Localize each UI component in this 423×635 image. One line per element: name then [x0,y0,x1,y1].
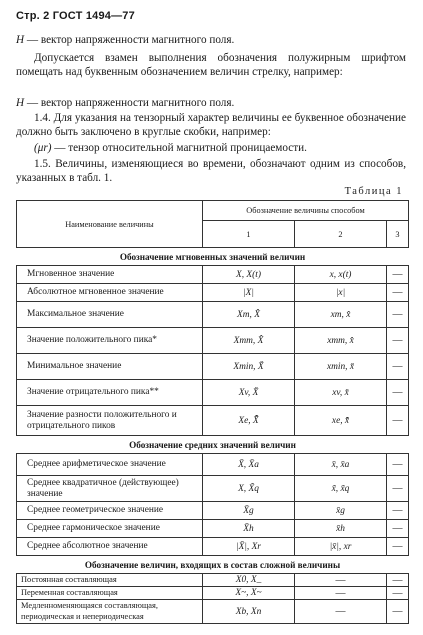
table-row [17,574,409,587]
table-row [17,380,409,406]
table-row [17,502,409,520]
paragraph-1-4: 1.4. Для указания на тензорный характер величины ее буквенное обозначение должно быть заключено в круглые скобки, например: [16,112,406,138]
row-method-1: X~, X~ [203,587,295,600]
header-method-1: 1 [203,221,295,248]
row-name: Среднее квадратичное (действующее) значение [17,476,203,502]
row-method-3: — [387,476,409,502]
row-name: Значение разности положительного и отрицательного пиков [17,406,203,436]
row-method-1: X̄, X̄a [203,454,295,476]
row-method-3: — [387,574,409,587]
row-method-1: X0, X_ [203,574,295,587]
definition-line-1 [16,33,406,47]
table-header-row [17,201,409,221]
section-row [17,556,409,574]
section-title: Обозначение величин, входящих в состав сложной величины [17,556,409,574]
row-method-3: — [387,380,409,406]
row-name: Переменная составляющая [17,587,203,600]
row-method-1: Xb, Xn [203,600,295,624]
row-method-3: — [387,284,409,302]
row-method-3: — [387,502,409,520]
table-row [17,302,409,328]
paragraph-allowed: Допускается взамен выполнения обозначения полужирным шрифтом помещать над буквенным обозначением величин стрелку, например: [16,52,406,78]
row-method-1: X̄h [203,520,295,538]
row-method-3: — [387,520,409,538]
table-row [17,454,409,476]
row-method-2: xmm, x̂ [295,328,387,354]
row-name: Среднее гармоническое значение [17,520,203,538]
section-title: Обозначение средних значений величин [17,436,409,454]
row-method-2: x̄, x̄a [295,454,387,476]
quantities-table [16,200,409,624]
row-name: Среднее арифметическое значение [17,454,203,476]
row-method-1: X, X̃q [203,476,295,502]
header-name: Наименование величины [17,201,203,248]
header-method-2: 2 [295,221,387,248]
row-method-1: Xmin, X̌ [203,354,295,380]
table-row [17,600,409,624]
section-row [17,248,409,266]
table-row [17,354,409,380]
row-method-3: — [387,328,409,354]
header-method-3: 3 [387,221,409,248]
row-name: Постоянная составляющая [17,574,203,587]
row-name: Значение отрицательного пика** [17,380,203,406]
row-method-3: — [387,600,409,624]
row-method-2: x̄g [295,502,387,520]
section-title: Обозначение мгновенных значений величин [17,248,409,266]
table-row [17,406,409,436]
definition-line-2 [16,96,406,110]
row-method-2: — [295,574,387,587]
definition-text: — вектор напряженности магнитного поля. [24,97,235,109]
row-method-2: xv, x̌ [295,380,387,406]
table-caption: Таблица 1 [344,186,403,197]
row-method-3: — [387,538,409,556]
vector-arrow-symbol: H [16,97,25,109]
row-method-2: xe, x̂̌ [295,406,387,436]
tensor-symbol: (μr) [34,142,52,154]
row-method-3: — [387,587,409,600]
row-method-2: x, x(t) [295,266,387,284]
tensor-line [16,141,406,155]
table-row [17,476,409,502]
page-header: Стр. 2 ГОСТ 1494—77 [16,10,135,22]
row-name: Значение положительного пика* [17,328,203,354]
vector-symbol: H [16,34,25,46]
row-method-3: — [387,302,409,328]
row-method-2: xm, x̂ [295,302,387,328]
section-row [17,436,409,454]
row-method-2: — [295,600,387,624]
row-name: Медленноменяющаяся составляющая, периодическая и непериодическая [17,600,203,624]
paragraph-1-5: 1.5. Величины, изменяющиеся во времени, обозначают одним из способов, указанных в табл. 1. [16,158,406,184]
row-method-1: Xv, X̌ [203,380,295,406]
row-method-2: x̃, x̃q [295,476,387,502]
row-method-2: — [295,587,387,600]
row-method-1: X̄g [203,502,295,520]
header-group: Обозначение величины способом [203,201,409,221]
row-name: Минимальное значение [17,354,203,380]
row-method-1: Xm, X̂ [203,302,295,328]
row-method-1: |X| [203,284,295,302]
row-method-2: x̄h [295,520,387,538]
definition-text: — вектор напряженности магнитного поля. [24,34,235,46]
row-method-3: — [387,454,409,476]
row-method-3: — [387,266,409,284]
row-name: Мгновенное значение [17,266,203,284]
row-method-3: — [387,354,409,380]
row-method-2: |x| [295,284,387,302]
table-row [17,587,409,600]
table-row [17,266,409,284]
table-row [17,538,409,556]
tensor-text: — тензор относительной магнитной проницаемости. [51,142,307,154]
row-name: Среднее абсолютное значение [17,538,203,556]
table-row [17,520,409,538]
row-method-1: Xmm, X̂ [203,328,295,354]
table-row [17,328,409,354]
row-name: Максимальное значение [17,302,203,328]
row-name: Среднее геометрическое значение [17,502,203,520]
row-method-2: |x̄|, xr [295,538,387,556]
row-method-3: — [387,406,409,436]
row-name: Абсолютное мгновенное значение [17,284,203,302]
row-method-1: X, X(t) [203,266,295,284]
row-method-1: Xe, X̂̌ [203,406,295,436]
row-method-1: |X̄|, Xr [203,538,295,556]
table-row [17,284,409,302]
row-method-2: xmin, x̌ [295,354,387,380]
